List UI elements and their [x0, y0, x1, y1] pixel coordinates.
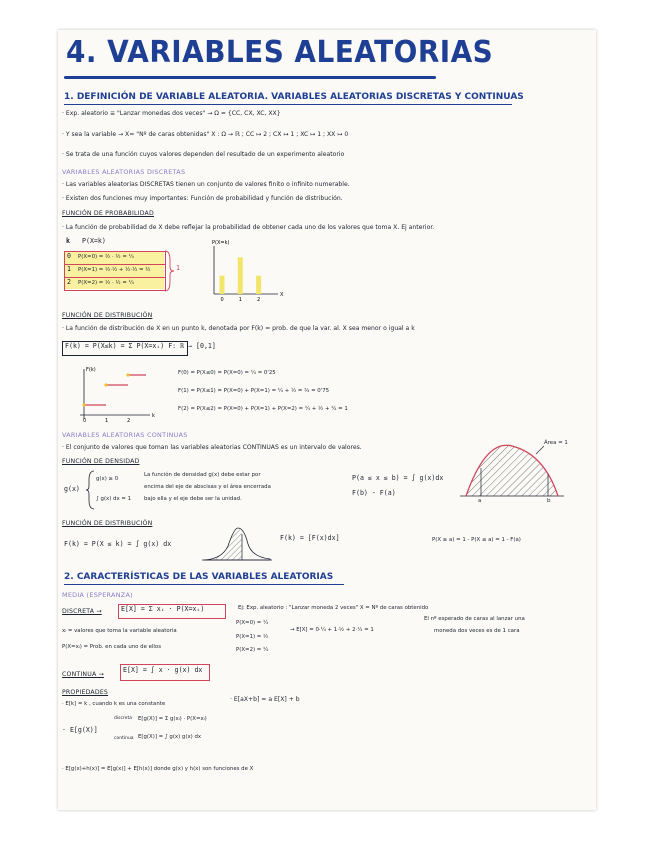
tick-label: 1 — [238, 297, 242, 303]
properties-title: PROPIEDADES — [62, 689, 109, 696]
table-head-p: P(X=k) — [82, 237, 106, 245]
example-calc: → E[X] = 0·¼ + 1·½ + 2·¼ = 1 — [290, 627, 374, 633]
section1-heading: 1. DEFINICIÓN DE VARIABLE ALEATORIA. VARIABLES ALEATORIAS DISCRETAS Y CONTINUAS — [64, 92, 524, 102]
property-3-discreta: discreta — [114, 716, 132, 721]
x-axis-label: k — [152, 413, 155, 419]
tick-label: 1 — [105, 418, 109, 424]
tick-label: 0 — [220, 297, 224, 303]
distribution-formula: F(k) = P(X≤k) = Σ P(X=xᵢ) F: ℝ → [0,1] — [65, 342, 216, 350]
table-row-p: P(X=0) = ½ · ½ = ¼ — [78, 254, 134, 260]
cdf-mid: F(k) = [F(x)dx] — [280, 534, 340, 542]
section2-underline — [64, 584, 344, 585]
table-row-k: 0 — [67, 252, 71, 260]
property-3-d: E[g(X)] = Σ g(xᵢ) · P(X=xᵢ) — [138, 716, 207, 722]
discrete-line-1: · Las variables aleatorias DISCRETAS tienen un conjunto de valores finito o infinito numerable. — [62, 181, 350, 188]
F-line: F(2) = P(X≤2) = P(X=0) + P(X=1) + P(X=2) = ¼ + ½ + ¼ = 1 — [178, 406, 348, 412]
example-prob: P(X=1) = ½ — [236, 634, 269, 640]
section2-heading: 2. CARACTERÍSTICAS DE LAS VARIABLES ALEATORIAS — [64, 572, 334, 582]
distribution-title: FUNCIÓN DE DISTRIBUCIÓN — [62, 312, 153, 319]
cdf-sketch — [200, 524, 274, 566]
xi-note: xᵢ = valores que toma la variable aleatoria — [62, 628, 177, 634]
prob-function-title: FUNCIÓN DE PROBABILIDAD — [62, 210, 154, 217]
density-diff: F(b) - F(a) — [352, 489, 396, 497]
F-line: F(0) = P(X≤0) = P(X=0) = ¼ = 0'25 — [178, 370, 276, 376]
example-note-1: El nº esperado de caras al lanzar una — [424, 616, 525, 622]
property-4: · E[g(x)+h(x)] = E[g(x)] + E[h(x)] donde g(x) y h(x) son funciones de X — [62, 766, 254, 772]
page-title: 4. VARIABLES ALEATORIAS — [66, 35, 494, 70]
distribution-text: · La función de distribución de X en un punto k, denotada por F(k) = prob. de que la var. al. X sea menor o igual a k — [62, 325, 415, 332]
example-prob: P(X=2) = ¼ — [236, 647, 269, 653]
discreta-formula: E[X] = Σ xᵢ · P(X=xᵢ) — [121, 605, 205, 613]
bar — [256, 276, 261, 294]
y-axis-label: P(X=k) — [212, 240, 230, 246]
experiment-line: · Exp. aleatorio ≡ "Lanzar monedas dos veces" → Ω = {CC, CX, XC, XX} — [62, 110, 281, 117]
property-2: · E[aX+b] = a E[X] + b — [230, 696, 300, 703]
cdf-right: P(X ≥ a) = 1 - P(X ≤ a) = 1 - F(a) — [432, 537, 521, 543]
density-condition-2: ∫ g(x) dx = 1 — [96, 496, 132, 502]
table-sum: 1 — [176, 264, 180, 272]
bar — [219, 276, 224, 294]
continuous-text: · El conjunto de valores que toman las variables aleatorias CONTINUAS es un intervalo de valores. — [62, 444, 362, 451]
probability-bar-chart — [198, 238, 288, 304]
bar — [238, 257, 243, 294]
continua-formula: E[X] = ∫ x · g(x) dx — [123, 666, 203, 674]
step-point — [126, 373, 129, 376]
property-3-continua: continua — [114, 736, 134, 741]
function-line: · Se trata de una función cuyos valores dependen del resultado de un experimento aleatorio — [62, 151, 345, 158]
property-1: · E[k] = k , cuando k es una constante — [62, 701, 166, 707]
x-axis-label: X — [280, 292, 284, 298]
property-3-c: E[g(X)] = ∫ g(x) g(x) dx — [138, 734, 202, 740]
step-point — [104, 383, 107, 386]
area-b: b — [547, 498, 551, 504]
table-row-k: 2 — [67, 278, 71, 286]
table-row-k: 1 — [67, 265, 71, 273]
area-a: a — [478, 498, 482, 504]
density-g: g(x) — [64, 485, 80, 493]
notes-sheet — [58, 30, 596, 810]
tick-label: 2 — [127, 418, 131, 424]
table-head-k: k — [66, 237, 70, 245]
continuous-title: VARIABLES ALEATORIAS CONTINUAS — [62, 431, 188, 439]
example-title: Ej: Exp. aleatorio : "Lanzar moneda 2 veces" X = Nº de caras obtenido — [238, 605, 429, 611]
cdf-title: FUNCIÓN DE DISTRIBUCIÓN — [62, 520, 153, 527]
continua-label: CONTINUA → — [62, 671, 104, 678]
step-point — [82, 403, 85, 406]
density-title: FUNCIÓN DE DENSIDAD — [62, 458, 140, 465]
F-line: F(1) = P(X≤1) = P(X=0) + P(X=1) = ¼ + ½ = ¾ = 0'75 — [178, 388, 330, 394]
title-underline — [64, 76, 436, 79]
density-condition-1: g(x) ≥ 0 — [96, 476, 119, 482]
example-prob: P(X=0) = ¼ — [236, 620, 269, 626]
section1-underline — [64, 104, 512, 105]
table-row-p: P(X=2) = ½ · ½ = ¼ — [78, 280, 134, 286]
discrete-title: VARIABLES ALEATORIAS DISCRETAS — [62, 168, 186, 176]
example-note-2: moneda dos veces es de 1 cara — [434, 628, 520, 634]
variable-line: · Y sea la variable → X= "Nº de caras obtenidas" X : Ω → ℝ ; CC ↦ 2 ; CX ↦ 1 ; XC ↦ 1 ; XX ↦ 0 — [62, 131, 349, 138]
density-text-3: bajo ella y el eje debe ser la unidad. — [144, 496, 242, 502]
discreta-label: DISCRETA → — [62, 608, 102, 615]
media-title: MEDIA (ESPERANZA) — [62, 591, 133, 599]
prob-function-text: · La función de probabilidad de X debe reflejar la probabilidad de obtener cada uno de los valores que toma X. Ej anterior. — [62, 224, 435, 231]
discrete-line-2: · Existen dos funciones muy importantes: Función de probabilidad y función de distribución. — [62, 195, 343, 202]
cdf-formula: F(k) = P(X ≤ k) = ∫ g(x) dx — [64, 540, 172, 548]
tick-label: 0 — [83, 418, 87, 424]
density-prob: P(a ≤ x ≤ b) = ∫ g(x)dx — [352, 474, 444, 482]
property-3-left: · E[g(X)] — [62, 726, 98, 734]
density-text-2: encima del eje de abscisas y el área encerrada — [144, 484, 271, 490]
distribution-step-chart — [62, 365, 162, 427]
y-axis-label: F(k) — [86, 367, 96, 373]
density-text-1: La función de densidad g(x) debe estar por — [144, 472, 261, 478]
table-row-p: P(X=1) = ½·½ + ½·½ = ½ — [78, 267, 151, 273]
area-label: Área = 1 — [544, 440, 568, 446]
tick-label: 2 — [257, 297, 261, 303]
density-brace — [86, 470, 96, 510]
p-note: P(X=xᵢ) = Prob. en cada uno de ellos — [62, 644, 162, 650]
